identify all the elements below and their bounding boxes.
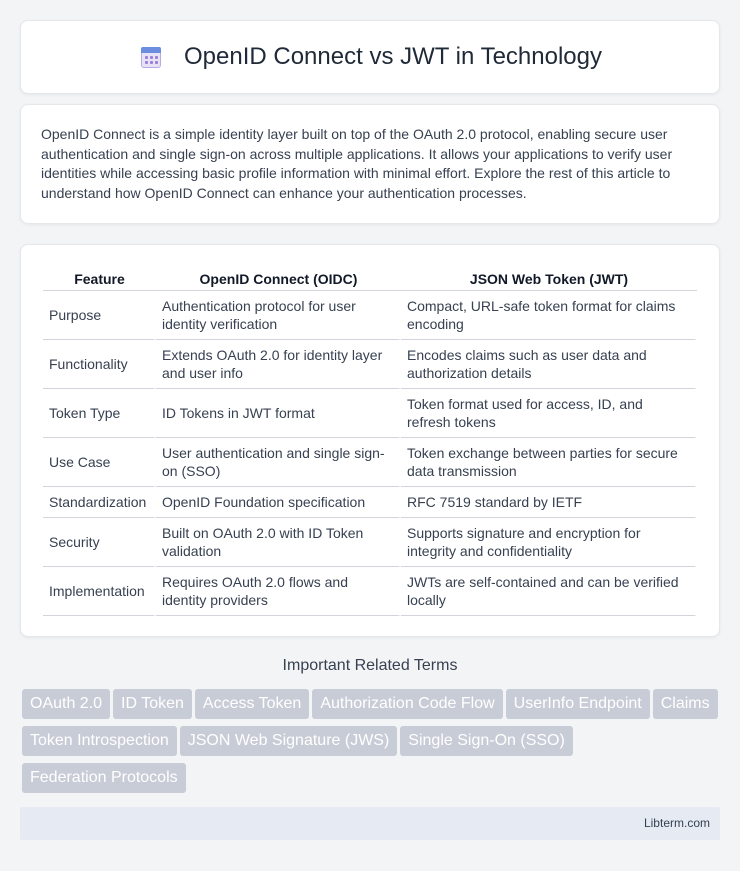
table-row [43,567,697,616]
feature-cell: Token Type [43,389,156,438]
feature-cell: Security [43,518,156,567]
jwt-cell: Encodes claims such as user data and authorization details [401,340,697,389]
header-card [20,20,720,94]
table-row [43,487,697,518]
feature-cell: Use Case [43,438,156,487]
term-tag-userinfo-endpoint[interactable]: UserInfo Endpoint [506,689,650,719]
oidc-cell: Authentication protocol for user identity verification [156,291,401,340]
term-tag-jws[interactable]: JSON Web Signature (JWS) [180,726,398,756]
feature-cell: Purpose [43,291,156,340]
calendar-icon [138,44,164,70]
jwt-cell: RFC 7519 standard by IETF [401,487,697,518]
jwt-cell: JWTs are self-contained and can be verified locally [401,567,697,616]
table-row [43,389,697,438]
footer-site-link[interactable]: Libterm.com [643,816,710,830]
table-row [43,518,697,567]
table-row [43,291,697,340]
jwt-cell: Token exchange between parties for secure data transmission [401,438,697,487]
oidc-cell: Built on OAuth 2.0 with ID Token validation [156,518,401,567]
term-tag-federation-protocols[interactable]: Federation Protocols [22,763,186,793]
oidc-cell: OpenID Foundation specification [156,487,401,518]
column-header-jwt: JSON Web Token (JWT) [401,265,697,291]
feature-cell: Functionality [43,340,156,389]
oidc-cell: Requires OAuth 2.0 flows and identity providers [156,567,401,616]
table-row [43,438,697,487]
intro-card [20,104,720,224]
term-tag-authorization-code-flow[interactable]: Authorization Code Flow [312,689,502,719]
table-header-row [43,265,697,291]
term-tag-token-introspection[interactable]: Token Introspection [22,726,177,756]
comparison-table [43,265,697,616]
column-header-feature: Feature [43,265,156,291]
term-tag-sso[interactable]: Single Sign-On (SSO) [400,726,573,756]
feature-cell: Implementation [43,567,156,616]
oidc-cell: Extends OAuth 2.0 for identity layer and user info [156,340,401,389]
term-tag-id-token[interactable]: ID Token [113,689,192,719]
related-terms-title: Important Related Terms [282,657,458,674]
comparison-table-card [20,244,720,637]
oidc-cell: User authentication and single sign-on (SSO) [156,438,401,487]
jwt-cell: Compact, URL-safe token format for claims encoding [401,291,697,340]
column-header-oidc: OpenID Connect (OIDC) [156,265,401,291]
related-terms-list [22,689,722,800]
jwt-cell: Token format used for access, ID, and refresh tokens [401,389,697,438]
term-tag-access-token[interactable]: Access Token [195,689,309,719]
page-title: OpenID Connect vs JWT in Technology [184,43,602,70]
intro-text: OpenID Connect is a simple identity layer built on top of the OAuth 2.0 protocol, enabling secure user authentication and single sign-on across multiple applications. It allows your applications to verify user identities while accessing basic profile information with minimal effort. Explore the rest of this article to understand how OpenID Connect can enhance your authentication processes. [41,126,673,201]
term-tag-claims[interactable]: Claims [653,689,718,719]
table-row [43,340,697,389]
jwt-cell: Supports signature and encryption for integrity and confidentiality [401,518,697,567]
footer [20,807,720,840]
term-tag-oauth[interactable]: OAuth 2.0 [22,689,110,719]
feature-cell: Standardization [43,487,156,518]
oidc-cell: ID Tokens in JWT format [156,389,401,438]
